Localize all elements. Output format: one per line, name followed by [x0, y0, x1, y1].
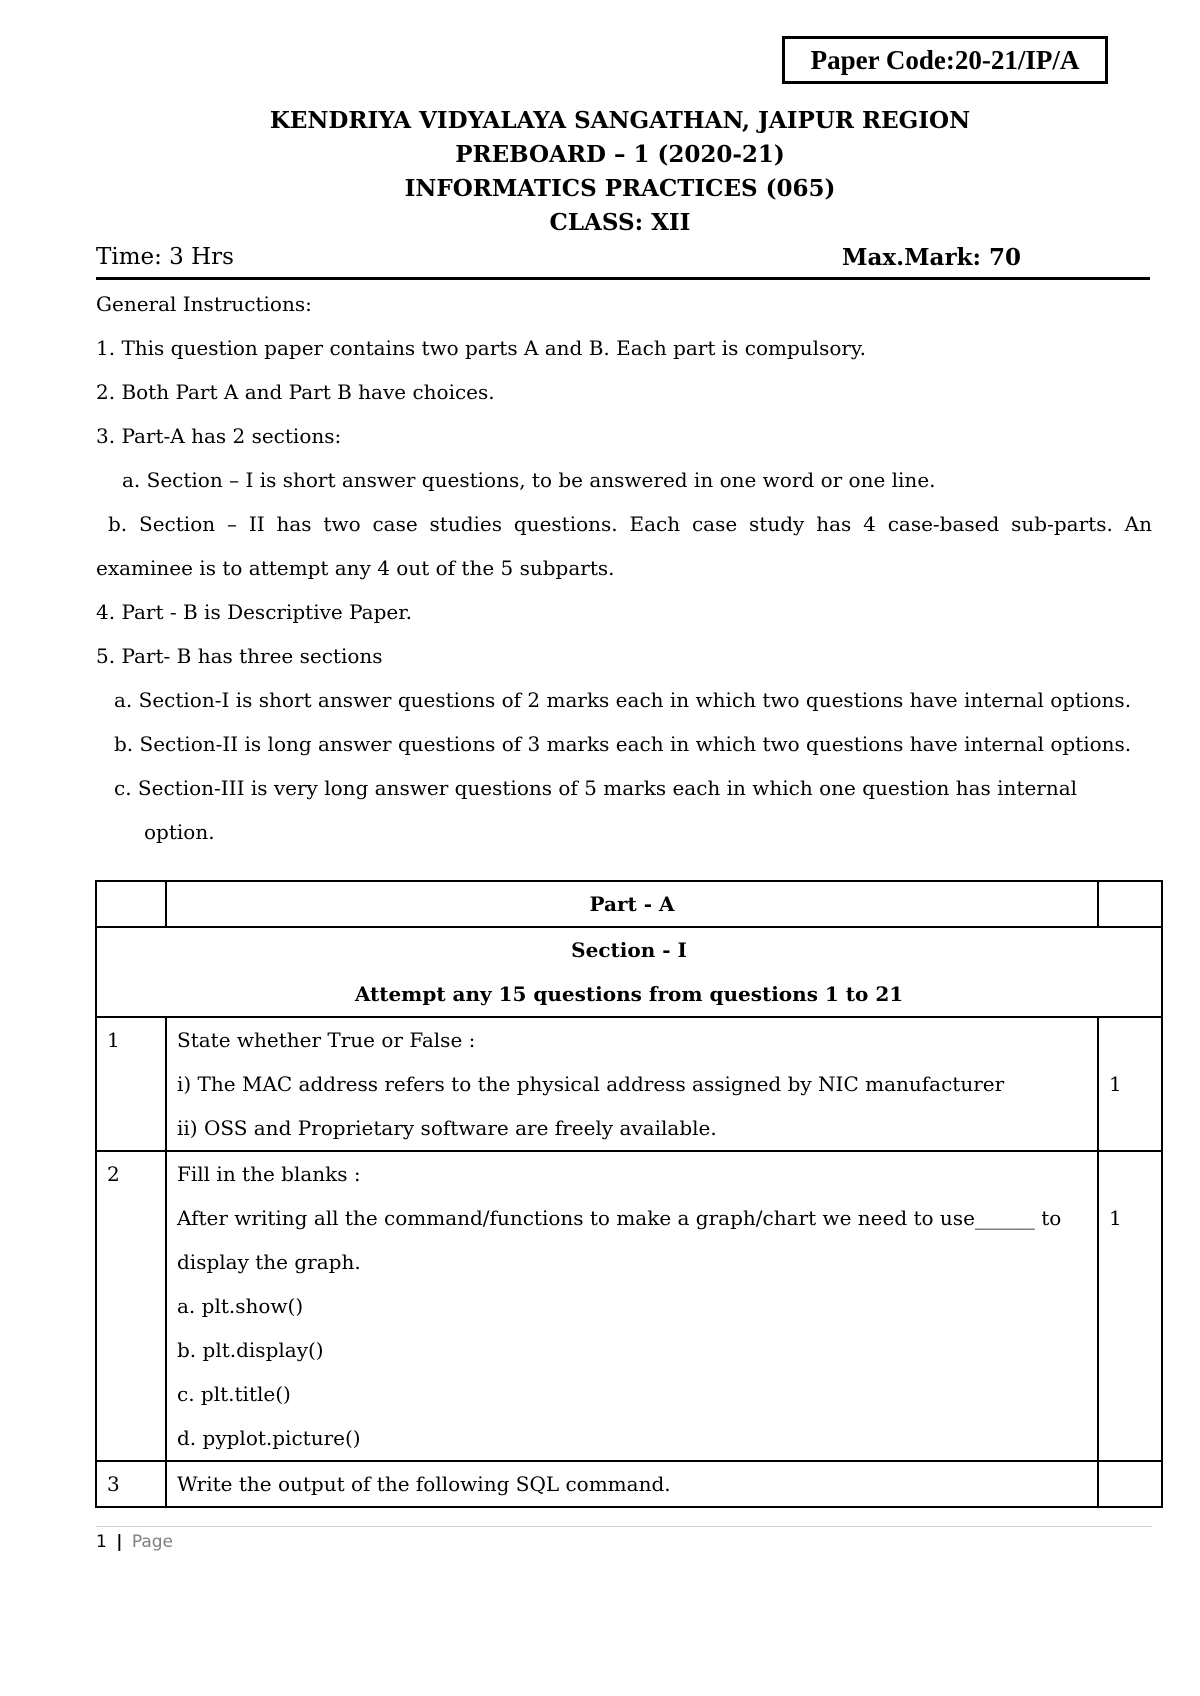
page-number: 1	[96, 1532, 107, 1552]
instruction-5: 5. Part- B has three sections	[96, 644, 383, 668]
question-line: After writing all the command/functions to make a graph/chart we need to use______ to	[177, 1206, 1062, 1230]
instruction-3a: a. Section – I is short answer questions, to be answered in one word or one line.	[122, 468, 936, 492]
question-line: Write the output of the following SQL command.	[177, 1472, 671, 1496]
header-organization: KENDRIYA VIDYALAYA SANGATHAN, JAIPUR REGION	[269, 107, 971, 134]
question-number: 2	[96, 1151, 166, 1461]
table-row	[96, 1017, 1162, 1151]
header-exam-name: PREBOARD – 1 (2020-21)	[455, 141, 785, 168]
instruction-5b: b. Section-II is long answer questions of 3 marks each in which two questions have internal options.	[114, 732, 1132, 756]
question-number: 3	[96, 1461, 166, 1507]
instruction-2: 2. Both Part A and Part B have choices.	[96, 380, 495, 404]
footer-divider	[96, 1526, 1152, 1527]
max-marks: Max.Mark: 70	[842, 244, 1022, 271]
question-line: Fill in the blanks :	[177, 1162, 361, 1186]
instruction-5c-line2: option.	[144, 820, 215, 844]
section-title: Section - I	[571, 938, 687, 962]
general-instructions	[96, 282, 1152, 854]
header-subject: INFORMATICS PRACTICES (065)	[404, 175, 836, 202]
question-line: i) The MAC address refers to the physical address assigned by NIC manufacturer	[177, 1072, 1005, 1096]
page-label: Page	[131, 1532, 174, 1552]
option-b: b. plt.display()	[177, 1338, 324, 1362]
question-table	[95, 880, 1163, 1508]
paper-code: Paper Code:20-21/IP/A	[810, 44, 1080, 75]
instruction-3b-line2: examinee is to attempt any 4 out of the 5 subparts.	[96, 556, 615, 580]
section-header-row	[96, 927, 1162, 1017]
question-marks: 1	[1098, 1017, 1162, 1151]
option-a: a. plt.show()	[177, 1294, 304, 1318]
question-line: ii) OSS and Proprietary software are freely available.	[177, 1116, 717, 1140]
section-instruction: Attempt any 15 questions from questions 1 to 21	[354, 982, 904, 1006]
instruction-1: 1. This question paper contains two parts A and B. Each part is compulsory.	[96, 336, 866, 360]
instruction-3b-line1: b. Section – II has two case studies questions. Each case study has 4 case-based sub-parts. An	[108, 512, 1152, 536]
part-header-row	[96, 881, 1162, 927]
instructions-title: General Instructions:	[96, 292, 312, 316]
question-marks	[1098, 1151, 1162, 1461]
option-d: d. pyplot.picture()	[177, 1426, 361, 1450]
exam-header	[0, 104, 1200, 240]
time-allowed: Time: 3 Hrs	[96, 244, 234, 270]
question-text	[166, 1017, 1098, 1151]
time-marks-row	[96, 244, 1150, 280]
table-row	[96, 1151, 1162, 1461]
page-footer	[96, 1532, 173, 1552]
instruction-5c-line1: c. Section-III is very long answer questions of 5 marks each in which one question has internal	[114, 776, 1078, 800]
question-text	[166, 1461, 1098, 1507]
question-line: State whether True or False :	[177, 1028, 476, 1052]
question-marks-value: 1	[1109, 1206, 1122, 1230]
option-c: c. plt.title()	[177, 1382, 291, 1406]
header-class: CLASS: XII	[549, 209, 691, 236]
instruction-5a: a. Section-I is short answer questions of 2 marks each in which two questions have internal options.	[114, 688, 1132, 712]
part-title: Part - A	[166, 881, 1098, 927]
question-marks	[1098, 1461, 1162, 1507]
question-number: 1	[96, 1017, 166, 1151]
question-line: display the graph.	[177, 1250, 361, 1274]
paper-code-box	[782, 36, 1108, 84]
footer-separator: |	[116, 1532, 123, 1552]
instruction-3: 3. Part-A has 2 sections:	[96, 424, 342, 448]
instruction-4: 4. Part - B is Descriptive Paper.	[96, 600, 412, 624]
table-row	[96, 1461, 1162, 1507]
question-text	[166, 1151, 1098, 1461]
